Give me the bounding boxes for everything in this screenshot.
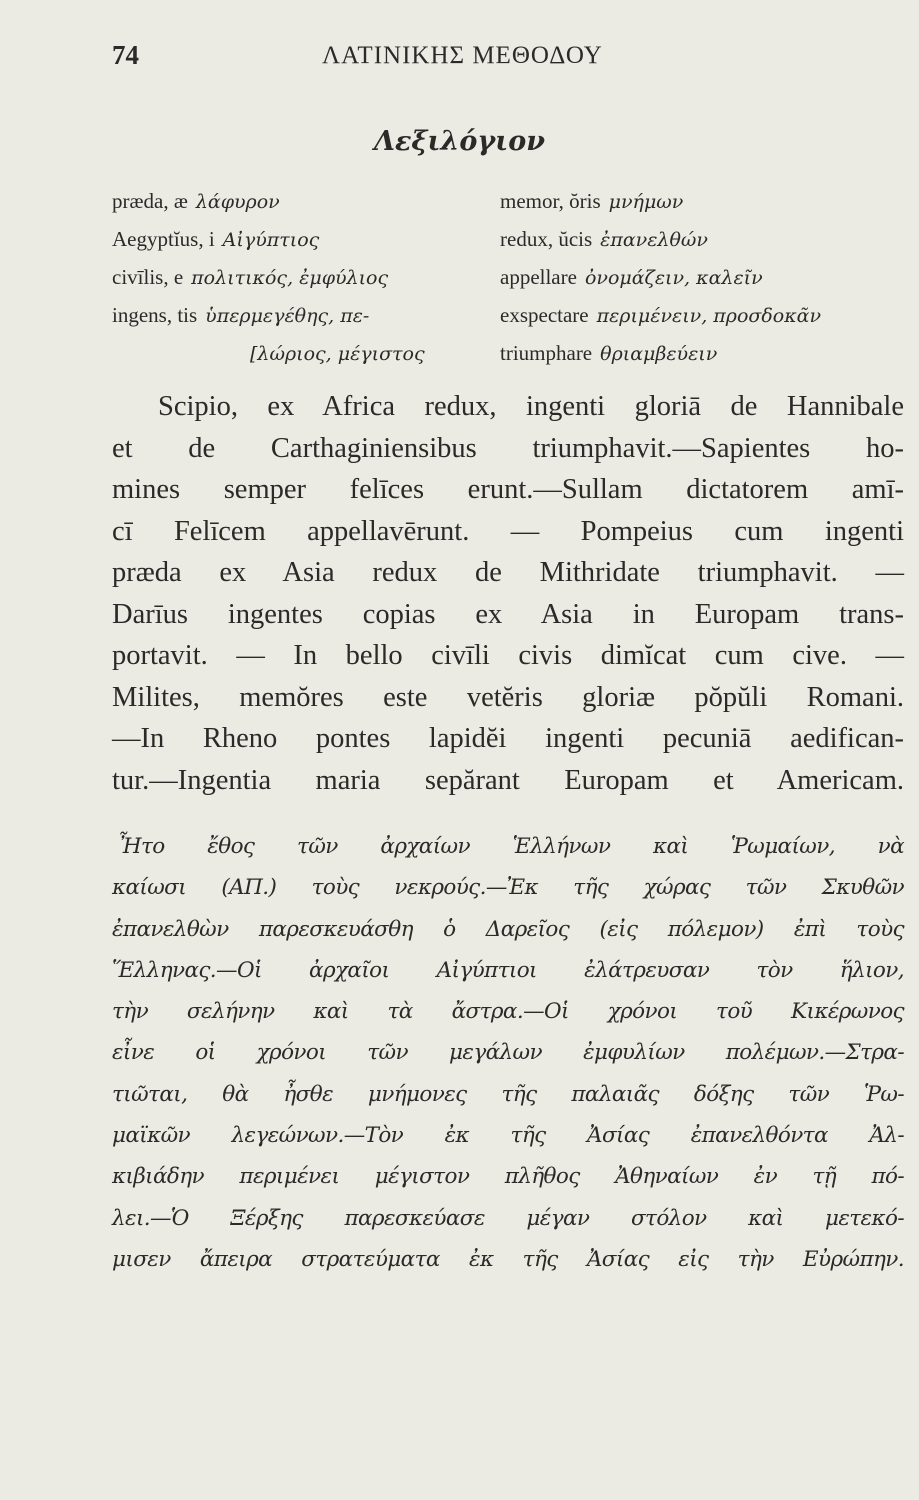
vocab-greek: πολιτικός, ἐμφύλιος: [191, 267, 389, 289]
running-head: [112, 40, 879, 84]
vocab-entry: [500, 182, 910, 220]
vocabulary-right-column: [500, 182, 910, 372]
vocab-latin: triumphare: [500, 341, 593, 365]
latin-exercise: [112, 386, 904, 801]
text-line: κιβιάδην περιμένει μέγιστον πλῆθος Ἀθηναίων ἐν τῇ πό-: [112, 1164, 904, 1190]
text-line: Ἦτο ἔθος τῶν ἀρχαίων Ἑλλήνων καὶ Ῥωμαίων, νὰ: [118, 834, 904, 859]
text-line: cī Felīcem appellavērunt. — Pompeius cum ingenti: [112, 515, 904, 547]
vocab-entry: [112, 220, 492, 258]
vocabulary-list: [112, 182, 902, 372]
vocab-greek: [λώριος, μέγιστος: [250, 343, 425, 365]
text-line: —In Rheno pontes lapidĕi ingenti pecuniā aedifican-: [112, 723, 904, 754]
text-line: εἶνε οἱ χρόνοι τῶν μεγάλων ἐμφυλίων πολέμων.—Στρα-: [112, 1040, 904, 1066]
vocab-latin: ingens, tis: [112, 303, 198, 327]
vocab-latin: civīlis, e: [112, 265, 184, 289]
text-line: τὴν σελήνην καὶ τὰ ἄστρα.—Οἱ χρόνοι τοῦ Κικέρωνος: [112, 999, 904, 1025]
text-line: Milites, memŏres este vetĕris gloriæ pŏpŭli Romani.: [112, 681, 904, 713]
text-line: ἐπανελθὼν παρεσκευάσθη ὁ Δαρεῖος (εἰς πόλεμον) ἐπὶ τοὺς: [112, 916, 904, 942]
vocab-entry: [500, 220, 910, 258]
text-line: τιῶται, θὰ ἦσθε μνήμονες τῆς παλαιᾶς δόξης τῶν Ῥω-: [112, 1081, 904, 1107]
vocab-entry-continuation: [112, 334, 492, 372]
vocab-entry: [112, 258, 492, 296]
text-line: tur.—Ingentia maria sepărant Europam et Americam.: [112, 764, 904, 796]
vocab-entry: [500, 334, 910, 372]
vocab-entry: [500, 258, 910, 296]
vocab-entry: [112, 296, 492, 334]
text-line: Scipio, ex Africa redux, ingenti gloriā de Hannibale: [158, 391, 904, 422]
vocab-latin: exspectare: [500, 303, 589, 327]
vocab-greek: Αἰγύπτιος: [222, 229, 320, 251]
text-line: præda ex Asia redux de Mithridate triumphavit. —: [112, 557, 904, 588]
vocab-entry: [500, 296, 910, 334]
page-number: 74: [112, 40, 139, 70]
running-title: ΛΑΤΙΝΙΚΗΣ ΜΕΘΟΔΟΥ: [322, 42, 603, 69]
vocab-greek: ἐπανελθών: [600, 229, 708, 251]
vocab-greek: λάφυρον: [195, 191, 280, 213]
text-line: Darīus ingentes copias ex Asia in Europam trans-: [112, 598, 904, 630]
text-line: Ἕλληνας.—Οἱ ἀρχαῖοι Αἰγύπτιοι ἐλάτρευσαν τὸν ἥλιον,: [112, 957, 904, 983]
text-line: λει.—Ὁ Ξέρξης παρεσκεύασε μέγαν στόλον καὶ μετεκό-: [112, 1205, 904, 1231]
vocab-greek: περιμένειν, προσδοκᾶν: [596, 305, 822, 327]
text-line: portavit. — In bello civīli civis dimĭcat cum cive. —: [112, 640, 904, 671]
text-line: et de Carthaginiensibus triumphavit.—Sapientes ho-: [112, 432, 904, 464]
text-line: mines semper felīces erunt.—Sullam dictatorem amī-: [112, 474, 904, 505]
vocab-latin: redux, ŭcis: [500, 227, 593, 251]
vocab-latin: appellare: [500, 265, 577, 289]
vocab-latin: præda, æ: [112, 189, 188, 213]
text-line: καίωσι (ΑΠ.) τοὺς νεκρούς.—Ἐκ τῆς χώρας τῶν Σκυθῶν: [112, 875, 904, 901]
vocab-latin: memor, ŏris: [500, 189, 601, 213]
vocab-greek: θριαμβεύειν: [600, 343, 718, 365]
vocab-greek: ὀνομάζειν, καλεῖν: [584, 267, 763, 289]
vocab-latin: Aegyptĭus, i: [112, 227, 215, 251]
vocab-greek: ὑπερμεγέθης, πε-: [205, 305, 370, 327]
vocabulary-left-column: [112, 182, 492, 372]
vocab-greek: μνήμων: [608, 191, 684, 213]
section-title: Λεξιλόγιον: [374, 126, 545, 157]
greek-exercise: [112, 826, 904, 1280]
text-line: μισεν ἄπειρα στρατεύματα ἐκ τῆς Ἀσίας εἰς τὴν Εὐρώπην.: [112, 1246, 904, 1272]
vocab-entry: [112, 182, 492, 220]
text-line: μαϊκῶν λεγεώνων.—Τὸν ἐκ τῆς Ἀσίας ἐπανελθόντα Ἀλ-: [112, 1123, 904, 1149]
